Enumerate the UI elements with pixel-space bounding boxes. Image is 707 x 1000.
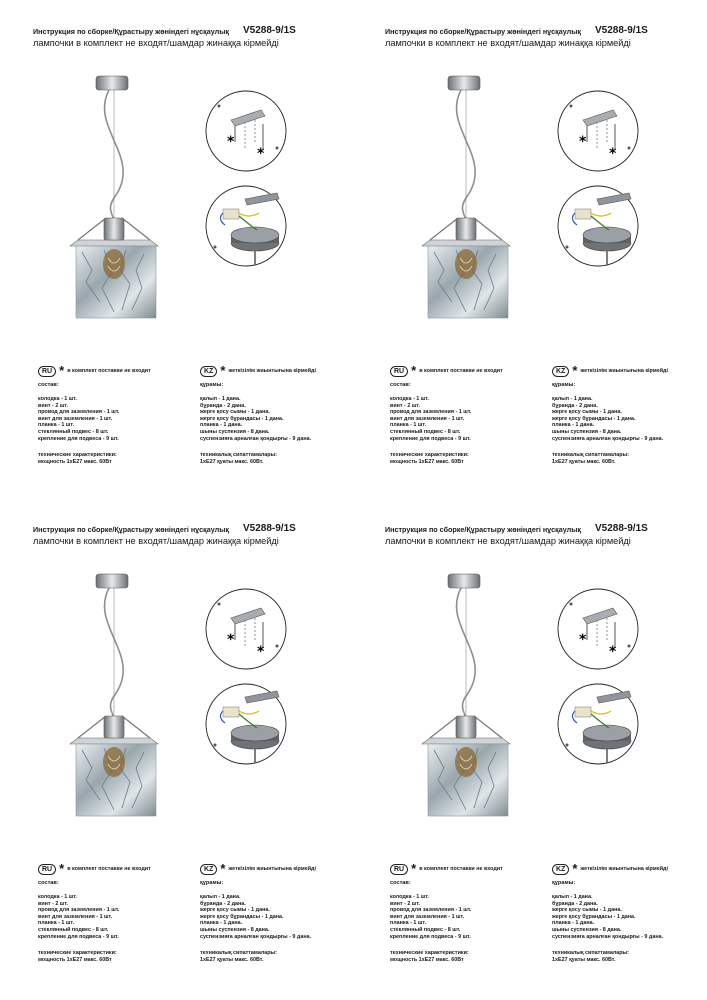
kz-tech-value: 1хЕ27 қуаты макс. 60Вт.: [200, 956, 264, 963]
bulbs-not-included-note: лампочки в комплект не входят/шамдар жинаққа кірмейді: [385, 38, 631, 48]
kz-badge: KZ: [552, 864, 569, 875]
ru-contents-list: [390, 396, 540, 442]
list-item: винт для заземления - 1 шт.: [390, 913, 465, 920]
ru-contents-label: состав:: [38, 880, 59, 886]
kz-tech-value: 1хЕ27 қуаты макс. 60Вт.: [200, 458, 264, 465]
list-item: стеклянный подвес - 8 шт.: [390, 428, 461, 435]
kz-badge: KZ: [200, 366, 217, 377]
kz-tech-value: 1хЕ27 қуаты макс. 60Вт.: [552, 956, 616, 963]
canopy-wiring-detail: [205, 185, 287, 267]
list-item: провод для заземления - 1 шт.: [390, 907, 472, 914]
list-item: планка - 1 дана.: [200, 422, 243, 429]
kz-contents-label: құрамы:: [200, 880, 224, 886]
kz-not-included-note: жеткізілім жиынтығына кірмейді: [580, 866, 668, 872]
kz-badge: KZ: [552, 366, 569, 377]
kz-contents-list: [552, 894, 700, 940]
ru-tech-label: технические характеристики:: [390, 452, 469, 459]
list-item: провод для заземления - 1 шт.: [38, 409, 120, 416]
list-item: крепление для подвеса - 9 шт.: [390, 435, 471, 442]
instruction-sheet: [0, 0, 345, 495]
ru-contents-list: [38, 894, 188, 940]
lamp-frame: [70, 240, 158, 246]
list-item: планка - 1 шт.: [38, 920, 75, 927]
list-item: бұранда - 2 дана.: [552, 900, 598, 907]
kz-star-icon: *: [220, 363, 226, 378]
list-item: жерге қосу сымы - 1 дана.: [552, 409, 622, 416]
ru-tech-label: технические характеристики:: [38, 452, 117, 459]
list-item: суспензияға арналған қондырғы - 9 дана.: [200, 933, 312, 940]
model-number: V5288-9/1S: [595, 523, 648, 534]
instruction-title: Инструкция по сборке/Құрастыру жөніндегі нұсқаулық: [385, 525, 581, 534]
kz-not-included-note: жеткізілім жиынтығына кірмейді: [228, 368, 316, 374]
not-included-star-1: *: [579, 632, 587, 648]
ru-star-icon: *: [59, 363, 65, 378]
bulb: [103, 747, 125, 777]
list-item: крепление для подвеса - 9 шт.: [390, 933, 471, 940]
lamp-frame: [422, 738, 510, 744]
list-item: планка - 1 шт.: [390, 920, 427, 927]
list-item: қалып - 1 дана.: [200, 396, 241, 402]
instruction-sheet: [352, 0, 697, 495]
ru-not-included-note: в комплект поставки не входит: [67, 866, 151, 872]
kz-tech-label: техникалық сипаттамалары:: [200, 452, 277, 459]
mounting-bracket-detail: [205, 588, 287, 670]
instruction-title: Инструкция по сборке/Құрастыру жөніндегі нұсқаулық: [33, 525, 229, 534]
list-item: жерге қосу бұрандасы - 1 дана.: [552, 913, 636, 920]
list-item: винт - 2 шт.: [390, 900, 420, 907]
canopy-wiring-detail: [205, 683, 287, 765]
list-item: стеклянный подвес - 8 шт.: [38, 926, 109, 933]
list-item: жерге қосу бұрандасы - 1 дана.: [200, 415, 284, 422]
mounting-bracket-detail: [557, 588, 639, 670]
ru-contents-label: состав:: [390, 880, 411, 886]
list-item: крепление для подвеса - 9 шт.: [38, 435, 119, 442]
kz-contents-label: құрамы:: [552, 382, 576, 388]
kz-tech-label: техникалық сипаттамалары:: [552, 452, 629, 459]
model-number: V5288-9/1S: [243, 25, 296, 36]
list-item: қалып - 1 дана.: [200, 894, 241, 900]
ru-tech-value: мощность 1хЕ27 макс. 60Вт: [390, 458, 464, 465]
not-included-star-1: *: [227, 632, 235, 648]
ru-not-included-note: в комплект поставки не входит: [419, 866, 503, 872]
list-item: шыны суспензия - 8 дана.: [200, 926, 270, 933]
list-item: жерге қосу сымы - 1 дана.: [552, 907, 622, 914]
pendant-lamp-illustration: [64, 566, 174, 841]
kz-contents-list: [200, 894, 348, 940]
list-item: планка - 1 дана.: [200, 920, 243, 927]
list-item: планка - 1 дана.: [552, 920, 595, 927]
mounting-bracket-detail: [205, 90, 287, 172]
not-included-star-2: *: [257, 146, 265, 162]
ru-contents-list: [390, 894, 540, 940]
bulbs-not-included-note: лампочки в комплект не входят/шамдар жинаққа кірмейді: [33, 38, 279, 48]
pendant-lamp-illustration: [64, 68, 174, 343]
kz-section: [552, 862, 700, 963]
ru-section: [38, 862, 188, 963]
ru-contents-label: состав:: [390, 382, 411, 388]
kz-tech-label: техникалық сипаттамалары:: [200, 950, 277, 957]
instruction-sheet: [352, 498, 697, 993]
ru-badge: RU: [390, 366, 408, 377]
ru-section: [390, 364, 540, 465]
ru-not-included-note: в комплект поставки не входит: [419, 368, 503, 374]
list-item: провод для заземления - 1 шт.: [38, 907, 120, 914]
list-item: планка - 1 дана.: [552, 422, 595, 429]
not-included-star-1: *: [579, 134, 587, 150]
ru-section: [38, 364, 188, 465]
canopy-wiring-detail: [557, 185, 639, 267]
ru-star-icon: *: [411, 363, 417, 378]
list-item: винт - 2 шт.: [390, 402, 420, 409]
lamp-socket: [456, 716, 476, 738]
list-item: винт для заземления - 1 шт.: [38, 913, 113, 920]
list-item: суспензияға арналған қондырғы - 9 дана.: [552, 435, 664, 442]
ru-star-icon: *: [59, 861, 65, 876]
ru-section: [390, 862, 540, 963]
kz-section: [200, 862, 348, 963]
instruction-title: Инструкция по сборке/Құрастыру жөніндегі нұсқаулық: [33, 27, 229, 36]
list-item: жерге қосу бұрандасы - 1 дана.: [200, 913, 284, 920]
ru-badge: RU: [390, 864, 408, 875]
kz-not-included-note: жеткізілім жиынтығына кірмейді: [580, 368, 668, 374]
ceiling-canopy: [448, 574, 480, 588]
kz-contents-list: [552, 396, 700, 442]
list-item: колодка - 1 шт.: [38, 894, 77, 900]
list-item: планка - 1 шт.: [38, 422, 75, 429]
list-item: қалып - 1 дана.: [552, 396, 593, 402]
bulbs-not-included-note: лампочки в комплект не входят/шамдар жинаққа кірмейді: [385, 536, 631, 546]
bulb: [103, 249, 125, 279]
ru-tech-value: мощность 1хЕ27 макс. 60Вт: [38, 956, 112, 963]
ru-contents-label: состав:: [38, 382, 59, 388]
list-item: колодка - 1 шт.: [390, 894, 429, 900]
kz-contents-label: құрамы:: [552, 880, 576, 886]
kz-contents-label: құрамы:: [200, 382, 224, 388]
list-item: винт - 2 шт.: [38, 900, 68, 907]
list-item: жерге қосу бұрандасы - 1 дана.: [552, 415, 636, 422]
pendant-lamp-illustration: [416, 68, 526, 343]
instruction-title: Инструкция по сборке/Құрастыру жөніндегі нұсқаулық: [385, 27, 581, 36]
lamp-socket: [104, 218, 124, 240]
kz-not-included-note: жеткізілім жиынтығына кірмейді: [228, 866, 316, 872]
lamp-socket: [456, 218, 476, 240]
instruction-sheet: [0, 498, 345, 993]
not-included-star-2: *: [257, 644, 265, 660]
ru-tech-label: технические характеристики:: [38, 950, 117, 957]
list-item: бұранда - 2 дана.: [200, 402, 246, 409]
ru-badge: RU: [38, 864, 56, 875]
canopy-wiring-detail: [557, 683, 639, 765]
lamp-frame: [70, 738, 158, 744]
list-item: провод для заземления - 1 шт.: [390, 409, 472, 416]
list-item: колодка - 1 шт.: [38, 396, 77, 402]
list-item: стеклянный подвес - 8 шт.: [390, 926, 461, 933]
list-item: колодка - 1 шт.: [390, 396, 429, 402]
not-included-star-2: *: [609, 146, 617, 162]
ru-star-icon: *: [411, 861, 417, 876]
not-included-star-2: *: [609, 644, 617, 660]
list-item: бұранда - 2 дана.: [200, 900, 246, 907]
ceiling-canopy: [448, 76, 480, 90]
list-item: қалып - 1 дана.: [552, 894, 593, 900]
not-included-star-1: *: [227, 134, 235, 150]
list-item: винт для заземления - 1 шт.: [390, 415, 465, 422]
kz-contents-list: [200, 396, 348, 442]
bulb: [455, 747, 477, 777]
bulbs-not-included-note: лампочки в комплект не входят/шамдар жинаққа кірмейді: [33, 536, 279, 546]
ceiling-canopy: [96, 574, 128, 588]
list-item: винт - 2 шт.: [38, 402, 68, 409]
lamp-frame: [422, 240, 510, 246]
ru-badge: RU: [38, 366, 56, 377]
kz-tech-label: техникалық сипаттамалары:: [552, 950, 629, 957]
kz-section: [200, 364, 348, 465]
pendant-lamp-illustration: [416, 566, 526, 841]
list-item: суспензияға арналған қондырғы - 9 дана.: [200, 435, 312, 442]
ru-not-included-note: в комплект поставки не входит: [67, 368, 151, 374]
list-item: суспензияға арналған қондырғы - 9 дана.: [552, 933, 664, 940]
kz-star-icon: *: [572, 861, 578, 876]
kz-star-icon: *: [572, 363, 578, 378]
bulb: [455, 249, 477, 279]
list-item: шыны суспензия - 8 дана.: [552, 926, 622, 933]
model-number: V5288-9/1S: [243, 523, 296, 534]
kz-badge: KZ: [200, 864, 217, 875]
list-item: жерге қосу сымы - 1 дана.: [200, 409, 270, 416]
list-item: винт для заземления - 1 шт.: [38, 415, 113, 422]
list-item: шыны суспензия - 8 дана.: [552, 428, 622, 435]
ru-tech-label: технические характеристики:: [390, 950, 469, 957]
kz-star-icon: *: [220, 861, 226, 876]
ceiling-canopy: [96, 76, 128, 90]
list-item: крепление для подвеса - 9 шт.: [38, 933, 119, 940]
mounting-bracket-detail: [557, 90, 639, 172]
ru-contents-list: [38, 396, 188, 442]
list-item: жерге қосу сымы - 1 дана.: [200, 907, 270, 914]
list-item: планка - 1 шт.: [390, 422, 427, 429]
kz-section: [552, 364, 700, 465]
list-item: бұранда - 2 дана.: [552, 402, 598, 409]
list-item: шыны суспензия - 8 дана.: [200, 428, 270, 435]
ru-tech-value: мощность 1хЕ27 макс. 60Вт: [38, 458, 112, 465]
model-number: V5288-9/1S: [595, 25, 648, 36]
lamp-socket: [104, 716, 124, 738]
ru-tech-value: мощность 1хЕ27 макс. 60Вт: [390, 956, 464, 963]
list-item: стеклянный подвес - 8 шт.: [38, 428, 109, 435]
kz-tech-value: 1хЕ27 қуаты макс. 60Вт.: [552, 458, 616, 465]
